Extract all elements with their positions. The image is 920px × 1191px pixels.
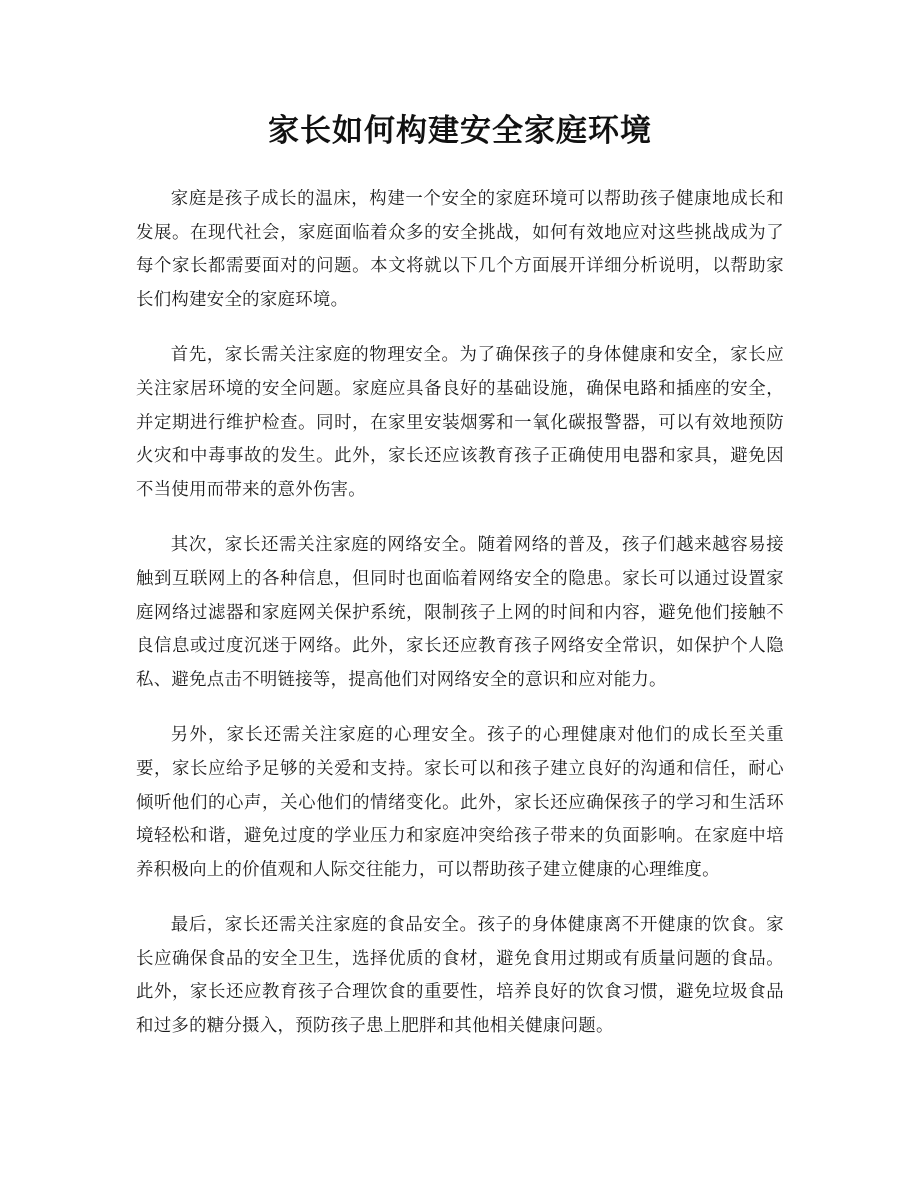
- document-body: [136, 183, 784, 1066]
- paragraph-food-safety: 最后，家长还需关注家庭的食品安全。孩子的身体健康离不开健康的饮食。家长应确保食品的安全卫生，选择优质的食材，避免食用过期或有质量问题的食品。此外，家长还应教育孩子合理饮食的重要性，培养良好的饮食习惯，避免垃圾食品和过多的糖分摄入，预防孩子患上肥胖和其他相关健康问题。: [136, 915, 784, 1037]
- paragraph-physical-safety: 首先，家长需关注家庭的物理安全。为了确保孩子的身体健康和安全，家长应关注家居环境的安全问题。家庭应具备良好的基础设施，确保电路和插座的安全，并定期进行维护检查。同时，在家里安装烟雾和一氧化碳报警器，可以有效地预防火灾和中毒事故的发生。此外，家长还应该教育孩子正确使用电器和家具，避免因不当使用而带来的意外伤害。: [136, 345, 784, 500]
- paragraph-network-safety: 其次，家长还需关注家庭的网络安全。随着网络的普及，孩子们越来越容易接触到互联网上的各种信息，但同时也面临着网络安全的隐患。家长可以通过设置家庭网络过滤器和家庭网关保护系统，限制孩子上网的时间和内容，避免他们接触不良信息或过度沉迷于网络。此外，家长还应教育孩子网络安全常识，如保护个人隐私、避免点击不明链接等，提高他们对网络安全的意识和应对能力。: [136, 535, 784, 690]
- document-title: 家长如何构建安全家庭环境: [268, 113, 652, 149]
- paragraph-psychological-safety: 另外，家长还需关注家庭的心理安全。孩子的心理健康对他们的成长至关重要，家长应给予足够的关爱和支持。家长可以和孩子建立良好的沟通和信任，耐心倾听他们的心声，关心他们的情绪变化。此外，家长还应确保孩子的学习和生活环境轻松和谐，避免过度的学业压力和家庭冲突给孩子带来的负面影响。在家庭中培养积极向上的价值观和人际交往能力，可以帮助孩子建立健康的心理维度。: [136, 725, 784, 880]
- paragraph-intro: 家庭是孩子成长的温床，构建一个安全的家庭环境可以帮助孩子健康地成长和发展。在现代社会，家庭面临着众多的安全挑战，如何有效地应对这些挑战成为了每个家长都需要面对的问题。本文将就以下几个方面展开详细分析说明，以帮助家长们构建安全的家庭环境。: [136, 189, 784, 310]
